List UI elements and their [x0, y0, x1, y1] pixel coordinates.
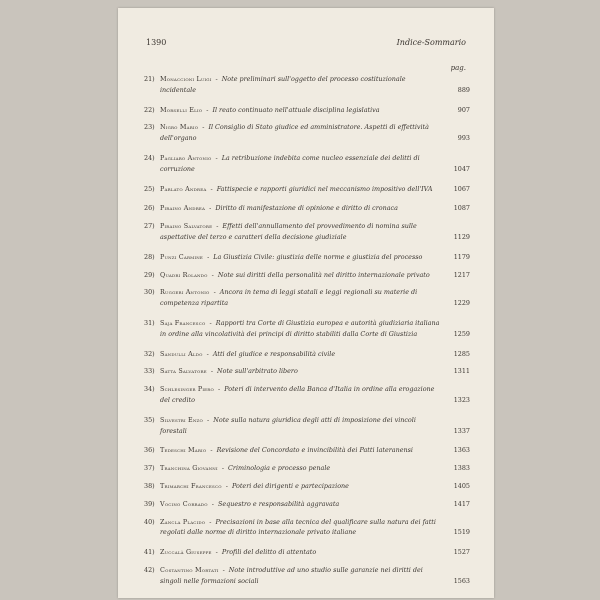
- entry-text: [160, 481, 470, 492]
- toc-entry: [144, 415, 470, 437]
- entry-title: Sequestro e responsabilità aggravata: [217, 499, 340, 508]
- entry-separator: -: [205, 415, 212, 424]
- toc-entry: [144, 463, 470, 474]
- entry-author: Schlesinger Piero: [160, 385, 214, 394]
- entry-number: 26): [144, 204, 155, 213]
- entry-author: Zuccalà Giuseppe: [160, 548, 212, 557]
- entry-separator: -: [214, 222, 221, 231]
- entry-author: Costantino Mortati: [160, 565, 219, 574]
- entry-text: [160, 517, 470, 539]
- entry-title: Ancora in tema di leggi statali e leggi regionali su materie di competenza ripartita: [160, 288, 418, 308]
- entry-number: 36): [144, 446, 155, 455]
- entry-page: 1087: [453, 204, 470, 213]
- entry-page: 1311: [453, 367, 470, 376]
- entry-page: 1417: [453, 499, 470, 508]
- toc-entry: [144, 105, 470, 116]
- header-page-number: 1390: [146, 38, 167, 47]
- entry-number: 33): [144, 367, 155, 376]
- entry-number: 31): [144, 318, 155, 327]
- toc-entry: [144, 384, 470, 406]
- entry-separator: -: [204, 349, 211, 358]
- entry-separator: -: [200, 123, 207, 132]
- entry-page: 1129: [453, 232, 470, 241]
- entry-title: Precisazioni in base alla tecnica del qualificare sulla natura dei fatti regolati dalle norme di diritto internazionale privato italiane: [160, 517, 436, 537]
- entry-author: Zancla Placido: [160, 517, 206, 526]
- toc-entry: [144, 481, 470, 492]
- entry-separator: -: [204, 105, 211, 114]
- entry-text: [160, 318, 470, 340]
- entry-page: 1323: [453, 395, 470, 404]
- entry-title: Rapporti tra Corte di Giustizia europea e autorità giudiziaria italiana in ordine alla vincolatività dei principi di diritto stabiliti dalla Corte di Giustizia: [160, 318, 440, 338]
- entry-title: Il Consiglio di Stato giudice ed amministratore. Aspetti di effettività dell'organo: [160, 123, 429, 143]
- toc-entry: [144, 445, 470, 456]
- entry-title: Note introduttive ad uno studio sulle garanzie nei diritti dei singoli nelle formazioni sociali: [160, 565, 423, 585]
- entry-page: 1337: [453, 426, 470, 435]
- entry-separator: -: [223, 481, 230, 490]
- entry-page: 1179: [453, 252, 470, 261]
- entry-number: 29): [144, 270, 155, 279]
- entry-title: Diritto di manifestazione di opinione e diritto di cronaca: [215, 204, 398, 213]
- entry-separator: -: [213, 75, 220, 83]
- entry-page: 1563: [453, 576, 470, 585]
- entry-text: [160, 384, 470, 406]
- entry-number: 27): [144, 222, 155, 231]
- entry-number: 21): [144, 75, 155, 83]
- toc-entry: [144, 270, 470, 281]
- entry-number: 24): [144, 153, 155, 162]
- entry-page: 1229: [453, 299, 470, 308]
- entry-author: Punzi Carmine: [160, 252, 204, 261]
- entry-page: 1067: [453, 184, 470, 193]
- entry-separator: -: [208, 184, 215, 193]
- toc-entry: [144, 318, 470, 340]
- pag-label: pag.: [450, 64, 466, 72]
- entry-text: [160, 153, 470, 175]
- entry-title: Poteri di intervento della Banca d'Italia in ordine alla erogazione del credito: [160, 385, 435, 404]
- entry-separator: -: [207, 318, 214, 327]
- entry-separator: -: [209, 499, 216, 508]
- entry-number: 32): [144, 349, 155, 358]
- entry-separator: -: [207, 517, 214, 526]
- book-page: [118, 8, 494, 598]
- entry-text: [160, 105, 470, 116]
- toc-entry: [144, 74, 470, 96]
- entry-author: Satta Salvatore: [160, 367, 207, 376]
- toc-entry: [144, 499, 470, 510]
- entry-author: Tranchina Giovanni: [160, 464, 218, 473]
- entry-number: 34): [144, 385, 155, 394]
- entry-separator: -: [208, 367, 216, 376]
- toc-entry: [144, 153, 470, 175]
- entry-author: Sandulli Aldo: [160, 349, 203, 358]
- entry-page: 1383: [453, 464, 470, 473]
- entry-author: Tedeschi Mario: [160, 446, 207, 455]
- entry-text: [160, 122, 470, 144]
- entry-title: La Giustizia Civile: giustizia delle norme e giustizia del processo: [213, 252, 423, 261]
- entry-title: Note sulla natura giuridica degli atti di imposizione dei vincoli forestali: [160, 415, 416, 435]
- entry-number: 22): [144, 105, 155, 114]
- entry-separator: -: [207, 204, 214, 213]
- entry-separator: -: [215, 385, 223, 394]
- header-title: Indice-Sommario: [396, 38, 466, 47]
- entry-number: 25): [144, 184, 155, 193]
- entry-number: 40): [144, 517, 155, 526]
- entry-number: 39): [144, 499, 155, 508]
- entry-separator: -: [213, 153, 220, 162]
- entry-author: Monaccioni Luigi: [160, 75, 212, 83]
- entry-page: 993: [457, 134, 470, 143]
- entry-text: [160, 366, 470, 377]
- entry-title: Note sull'arbitrato libero: [217, 367, 298, 376]
- entry-title: Note sui diritti della personalità nel diritto internazionale privato: [217, 270, 430, 279]
- entry-number: 38): [144, 481, 155, 490]
- entry-text: [160, 547, 470, 558]
- entry-number: 42): [144, 565, 155, 574]
- toc-entry: [144, 252, 470, 263]
- toc-entry: [144, 565, 470, 587]
- entry-author: Piraino Andrea: [160, 204, 206, 213]
- entry-text: [160, 287, 470, 309]
- entry-number: 30): [144, 288, 155, 297]
- entry-text: [160, 221, 470, 243]
- entry-page: 1047: [453, 164, 470, 173]
- entry-page: 1285: [453, 349, 470, 358]
- entry-author: Parlato Andrea: [160, 184, 207, 193]
- entry-text: [160, 203, 470, 214]
- entry-title: Revisione del Concordato e invincibilità dei Patti lateranensi: [216, 446, 413, 455]
- entry-separator: -: [205, 252, 212, 261]
- entry-page: 907: [457, 105, 470, 114]
- entry-page: 1217: [453, 270, 470, 279]
- entry-title: Il reato continuato nell'attuale disciplina legislativa: [212, 105, 380, 114]
- entry-text: [160, 499, 470, 510]
- toc-entry: [144, 517, 470, 539]
- entry-text: [160, 415, 470, 437]
- entry-author: Nigro Mario: [160, 123, 199, 132]
- entry-number: 23): [144, 123, 155, 132]
- entry-page: 889: [457, 85, 470, 94]
- entry-page: 1405: [453, 481, 470, 490]
- entry-separator: -: [208, 446, 215, 455]
- toc-entry: [144, 221, 470, 243]
- entry-separator: -: [213, 548, 220, 557]
- entry-author: Silvestri Enzo: [160, 415, 204, 424]
- entry-separator: -: [219, 464, 227, 473]
- entry-author: Quadri Rolando: [160, 270, 208, 279]
- entry-separator: -: [220, 565, 227, 574]
- entry-number: 41): [144, 548, 155, 557]
- entry-text: [160, 74, 470, 96]
- entry-number: 35): [144, 415, 155, 424]
- toc-entry: [144, 349, 470, 360]
- entry-title: Atti del giudice e responsabilità civile: [212, 349, 336, 358]
- entry-separator: -: [209, 270, 216, 279]
- entry-title: Profili del delitto di attentato: [221, 548, 317, 557]
- toc-entry: [144, 547, 470, 558]
- entry-text: [160, 565, 470, 587]
- page-header: [146, 38, 466, 52]
- entry-text: [160, 445, 470, 456]
- entry-text: [160, 463, 470, 474]
- entry-text: [160, 349, 470, 360]
- toc-entry: [144, 122, 470, 144]
- entry-text: [160, 184, 470, 195]
- entry-title: La retribuzione indebita come nucleo essenziale dei delitti di corruzione: [160, 153, 420, 173]
- entry-separator: -: [211, 288, 218, 297]
- entry-page: 1363: [453, 446, 470, 455]
- entry-page: 1259: [453, 329, 470, 338]
- entry-page: 1527: [453, 548, 470, 557]
- entry-number: 37): [144, 464, 155, 473]
- entry-number: 28): [144, 252, 155, 261]
- toc-entry: [144, 366, 470, 377]
- entry-title: Poteri dei dirigenti e partecipazione: [231, 481, 349, 490]
- toc-entry: [144, 203, 470, 214]
- entry-text: [160, 270, 470, 281]
- table-of-contents: [144, 74, 470, 587]
- entry-author: Pagliaro Antonio: [160, 153, 212, 162]
- entry-title: Criminologia e processo penale: [228, 464, 331, 473]
- entry-title: Fattispecie e rapporti giuridici nel meccanismo impositivo dell'IVA: [216, 184, 433, 193]
- entry-author: Morselli Elio: [160, 105, 203, 114]
- toc-entry: [144, 287, 470, 309]
- toc-entry: [144, 184, 470, 195]
- entry-author: Trimarchi Francesco: [160, 481, 222, 490]
- entry-text: [160, 252, 470, 263]
- entry-page: 1519: [453, 528, 470, 537]
- entry-author: Ruggeri Antonio: [160, 288, 210, 297]
- entry-title: Effetti dell'annullamento del provvedimento di nomina sulle aspettative del terzo e caratteri della decisione giudiziale: [160, 222, 417, 241]
- entry-author: Piraino Salvatore: [160, 222, 213, 231]
- entry-author: Vocino Corrado: [160, 499, 208, 508]
- entry-author: Saja Francesco: [160, 318, 206, 327]
- entry-title: Note preliminari sull'oggetto del processo costituzionale incidentale: [160, 75, 406, 94]
